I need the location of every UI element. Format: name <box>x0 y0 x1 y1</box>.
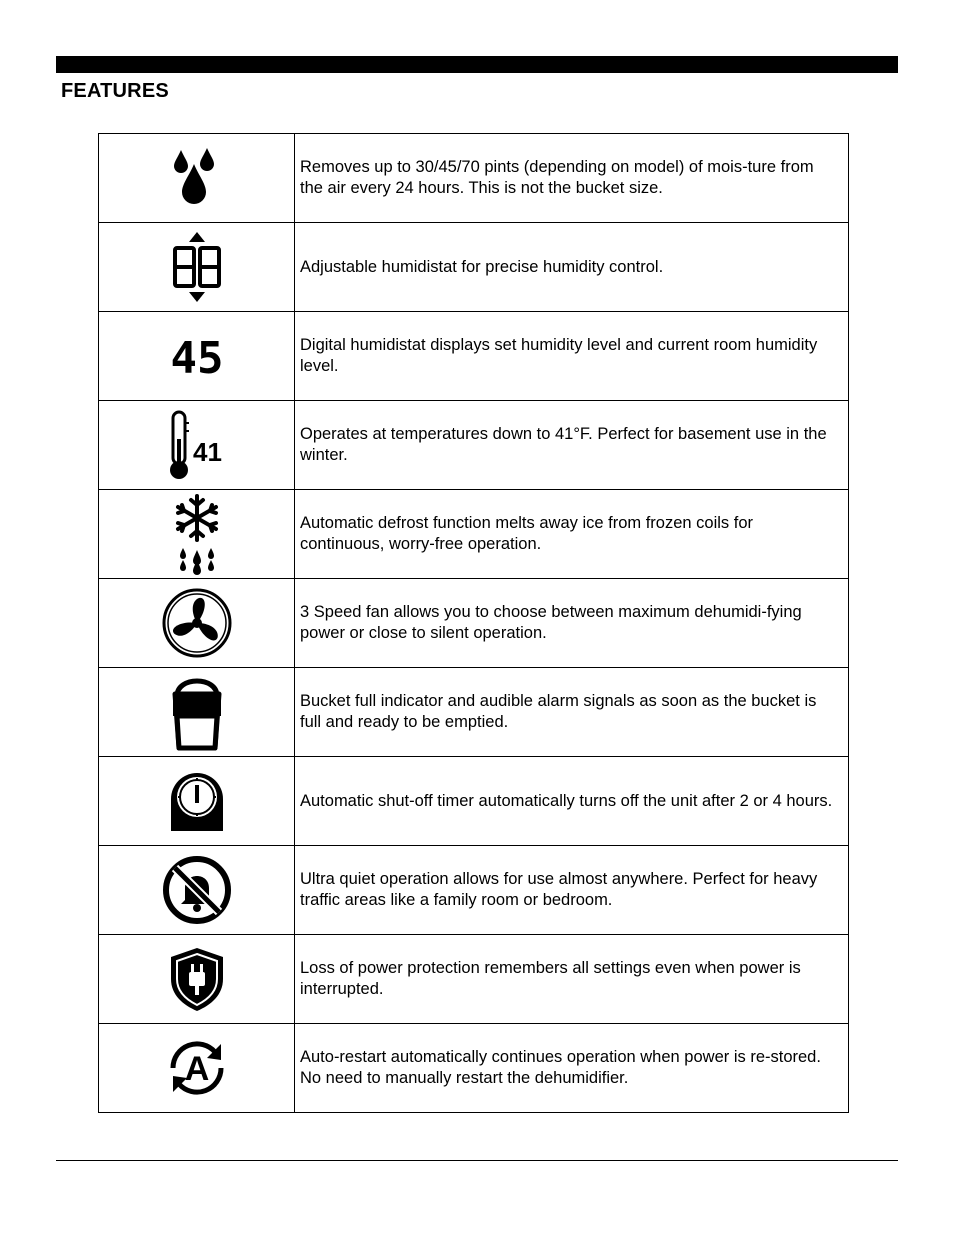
top-bar <box>56 56 898 73</box>
snowflake-defrost-icon <box>169 492 225 576</box>
display-digits: 45 <box>170 333 223 381</box>
bucket-icon <box>167 670 227 754</box>
table-row <box>99 223 849 312</box>
table-row <box>99 134 849 223</box>
power-shield-icon <box>167 945 227 1013</box>
timer-icon <box>167 769 227 833</box>
digital-display-icon <box>167 331 227 381</box>
auto-restart-letter: A <box>184 1050 209 1088</box>
fan-icon <box>161 587 233 659</box>
feature-description: Automatic defrost function melts away ice from frozen coils for continuous, worry-free operation. <box>295 490 849 579</box>
feature-description: Loss of power protection remembers all settings even when power is interrupted. <box>295 935 849 1024</box>
water-drops-icon <box>169 146 225 210</box>
feature-description: Auto-restart automatically continues operation when power is re-stored. No need to manually restart the dehumidifier. <box>295 1024 849 1113</box>
thermometer-value: 41 <box>192 437 222 467</box>
auto-restart-icon <box>161 1032 233 1104</box>
table-row <box>99 846 849 935</box>
page-title: FEATURES <box>61 80 169 102</box>
features-table <box>98 133 849 1113</box>
feature-description: Bucket full indicator and audible alarm signals as soon as the bucket is full and ready to be emptied. <box>295 668 849 757</box>
table-row <box>99 668 849 757</box>
bottom-rule <box>56 1160 898 1161</box>
thermometer-icon <box>165 409 229 481</box>
table-row <box>99 757 849 846</box>
table-row <box>99 401 849 490</box>
feature-description: Operates at temperatures down to 41°F. Perfect for basement use in the winter. <box>295 401 849 490</box>
table-row <box>99 579 849 668</box>
table-row <box>99 1024 849 1113</box>
adjust-humidistat-icon <box>172 231 222 303</box>
feature-description: 3 Speed fan allows you to choose between maximum dehumidi-fying power or close to silent operation. <box>295 579 849 668</box>
feature-description: Removes up to 30/45/70 pints (depending on model) of mois-ture from the air every 24 hours. This is not the bucket size. <box>295 134 849 223</box>
feature-description: Digital humidistat displays set humidity level and current room humidity level. <box>295 312 849 401</box>
no-bell-icon <box>161 854 233 926</box>
feature-description: Automatic shut-off timer automatically turns off the unit after 2 or 4 hours. <box>295 757 849 846</box>
table-row <box>99 935 849 1024</box>
table-row <box>99 490 849 579</box>
table-row <box>99 312 849 401</box>
feature-description: Ultra quiet operation allows for use almost anywhere. Perfect for heavy traffic areas like a family room or bedroom. <box>295 846 849 935</box>
feature-description: Adjustable humidistat for precise humidity control. <box>295 223 849 312</box>
